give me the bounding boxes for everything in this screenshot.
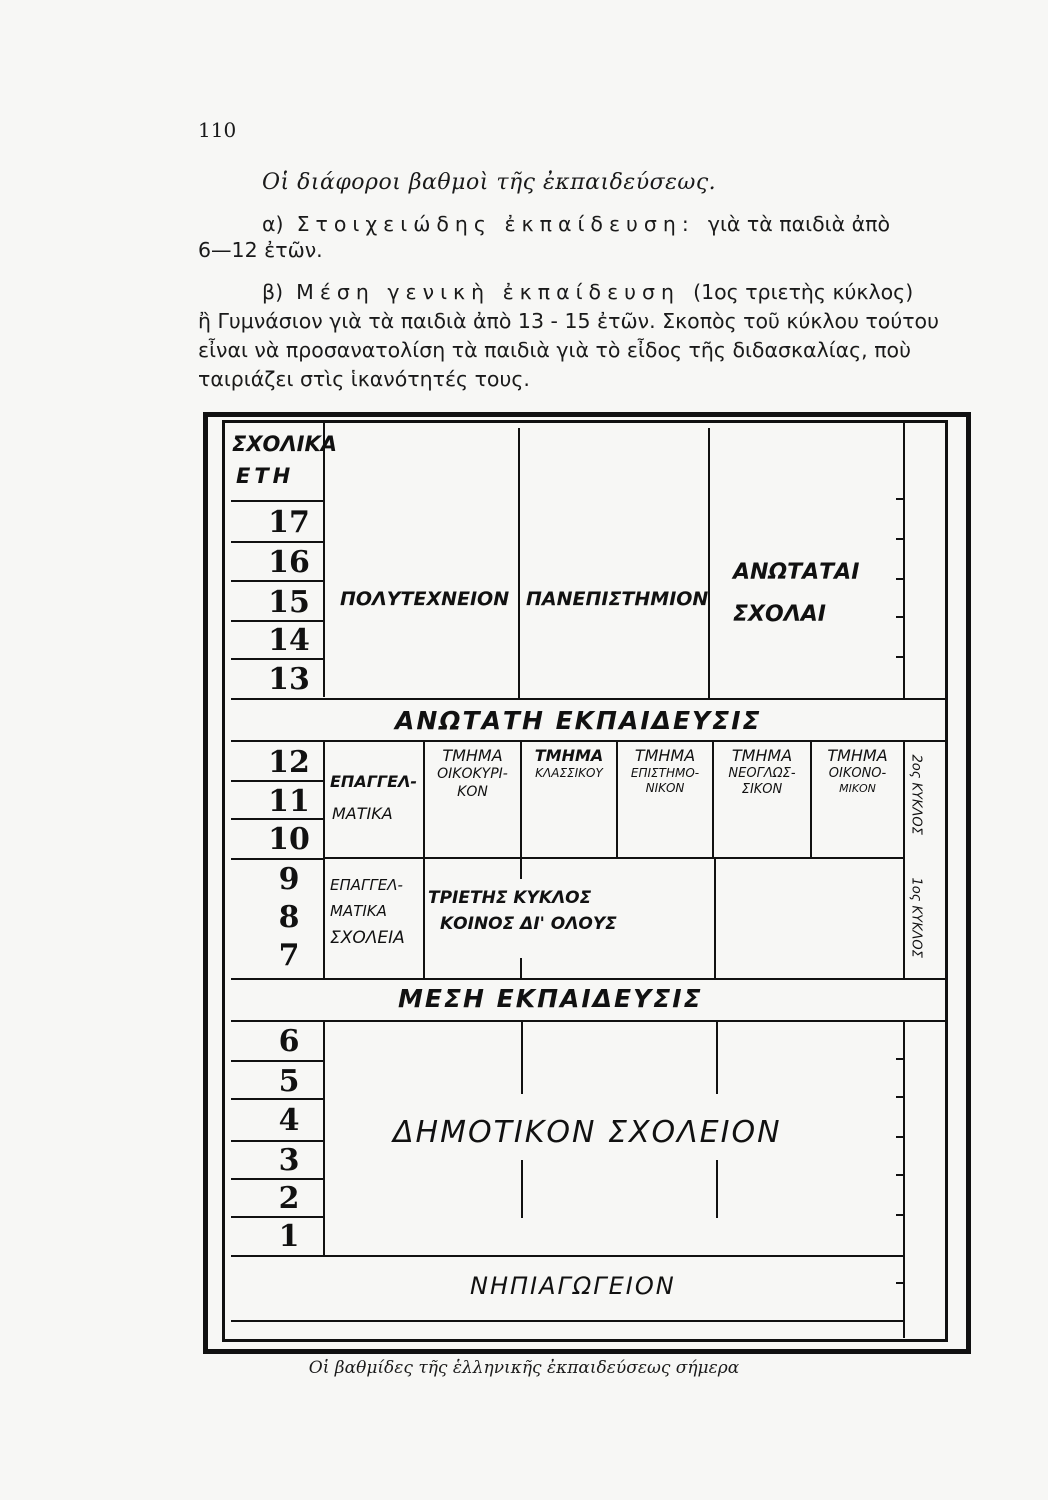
first-cycle-label: 1ος ΚΥΚΛΟΣ: [908, 877, 924, 958]
department-cell: [522, 746, 616, 781]
higher-schools-line-2: ΣΧΟΛΑΙ: [733, 602, 826, 627]
section-heading: Οἱ διάφοροι βαθμοὶ τῆς ἐκπαιδεύσεως.: [262, 170, 717, 195]
years-column-divider-middle: [323, 742, 325, 978]
department-cell: [618, 746, 712, 796]
year-rule: [231, 1178, 325, 1180]
scale-tick: [896, 1136, 904, 1138]
higher-band-bottom-rule: [231, 740, 946, 742]
year-number: 16: [268, 545, 310, 580]
paragraph-a-line-2: 6—12 ἐτῶν.: [198, 238, 323, 262]
department-name: ΝΕΟΓΛΩΣ-: [728, 766, 796, 781]
year-rule: [231, 541, 325, 543]
paragraph-a-line-1: [262, 212, 890, 236]
primary-school-label: ΔΗΜΟΤΙΚΟΝ ΣΧΟΛΕΙΟΝ: [393, 1115, 782, 1150]
department-name: ΟΙΚΟΝΟ-: [828, 766, 887, 781]
years-column-divider-bottom: [323, 1020, 325, 1255]
scale-tick: [896, 1058, 904, 1060]
department-name: ΟΙΚΟΚΥΡΙ-: [437, 766, 508, 782]
scale-tick: [896, 578, 904, 580]
higher-education-band: ΑΝΩΤΑΤΗ ΕΚΠΑΙΔΕΥΣΙΣ: [395, 706, 762, 735]
year-rule: [231, 1060, 325, 1062]
year-number: 2: [278, 1181, 300, 1216]
department-title: ΤΜΗΜΑ: [634, 746, 696, 765]
vocational-upper-line-2: ΜΑΤΙΚΑ: [332, 804, 393, 823]
kindergarten-bottom-rule: [231, 1320, 903, 1322]
vocational-lower-line-3: ΣΧΟΛΕΙΑ: [330, 928, 405, 948]
year-number: 4: [278, 1103, 300, 1138]
department-name: ΚΟΝ: [457, 783, 488, 800]
department-name: ΝΙΚΟΝ: [645, 781, 685, 795]
years-header-line-1: ΣΧΟΛΙΚΑ: [232, 432, 337, 456]
primary-scale-line: [903, 1022, 905, 1338]
paragraph-b-line-4: ταιριάζει στὶς ἱκανότητές τους.: [198, 367, 530, 391]
year-number: 8: [278, 900, 300, 935]
years-header-rule: [231, 500, 325, 502]
scale-tick: [896, 538, 904, 540]
university-label: ΠΑΝΕΠΙΣΤΗΜΙΟΝ: [526, 588, 709, 610]
vocational-upper-line-1: ΕΠΑΓΓΕΛ-: [330, 772, 418, 791]
cycle-separator: [325, 857, 905, 859]
secondary-band-bottom-rule: [231, 1020, 946, 1022]
paragraph-b-marker: β): [262, 280, 284, 304]
year-rule: [231, 658, 325, 660]
department-name: ΜΙΚΟΝ: [839, 782, 876, 796]
scale-tick: [896, 616, 904, 618]
second-cycle-label: 2ος ΚΥΚΛΟΣ: [908, 754, 924, 835]
years-column-divider-top: [323, 423, 325, 697]
paragraph-a-marker: α): [262, 212, 284, 236]
year-number: 13: [268, 662, 310, 697]
primary-tick: [521, 1160, 523, 1218]
higher-divider: [518, 428, 520, 698]
year-number: 12: [268, 745, 310, 780]
kindergarten-top-rule: [231, 1255, 903, 1257]
secondary-education-band: ΜΕΣΗ ΕΚΠΑΙΔΕΥΣΙΣ: [398, 984, 703, 1013]
cycle-scale-line: [903, 742, 905, 978]
common-cycle-line-1: ΤΡΙΕΤΗΣ ΚΥΚΛΟΣ: [428, 888, 592, 908]
year-number: 1: [278, 1219, 300, 1254]
scale-tick: [896, 1214, 904, 1216]
cycle-tick: [520, 958, 522, 978]
higher-divider: [708, 428, 710, 698]
paragraph-b-line-3: εἶναι νὰ προσανατολίση τὰ παιδιὰ γιὰ τὸ εἶδος τῆς διδασκαλίας, ποὺ: [198, 338, 911, 362]
year-number: 9: [278, 862, 300, 897]
page-number: 110: [198, 118, 237, 142]
department-title: ΤΜΗΜΑ: [442, 746, 503, 765]
department-title: ΤΜΗΜΑ: [731, 746, 793, 765]
year-rule: [231, 858, 325, 860]
scale-tick: [896, 1174, 904, 1176]
primary-tick: [716, 1022, 718, 1094]
year-number: 17: [268, 505, 310, 540]
department-cell: [812, 746, 903, 796]
department-name: ΕΠΙΣΤΗΜΟ-: [630, 766, 700, 780]
paragraph-b-rest: (1ος τριετὴς κύκλος): [693, 280, 914, 304]
department-name: ΚΛΑΣΣΙΚΟΥ: [535, 766, 603, 780]
year-number: 7: [278, 938, 300, 973]
department-title: ΤΜΗΜΑ: [827, 746, 888, 765]
department-cell: [425, 746, 520, 801]
vocational-lower-line-1: ΕΠΑΓΓΕΛ-: [330, 876, 403, 894]
primary-tick: [716, 1160, 718, 1218]
year-number: 3: [278, 1143, 300, 1178]
scale-tick: [896, 498, 904, 500]
year-number: 10: [268, 822, 310, 857]
common-cycle-line-2: ΚΟΙΝΟΣ ΔΙ' ΟΛΟΥΣ: [440, 914, 617, 934]
department-cell: [714, 746, 810, 799]
year-rule: [231, 620, 325, 622]
department-title: ΤΜΗΜΑ: [534, 746, 604, 765]
vocational-lower-line-2: ΜΑΤΙΚΑ: [330, 902, 387, 920]
department-name: ΣΙΚΟΝ: [741, 782, 783, 798]
scale-tick: [896, 1096, 904, 1098]
figure-caption: Οἱ βαθμίδες τῆς ἑλληνικῆς ἐκπαιδεύσεως σήμερα: [308, 1358, 740, 1378]
polytechnic-label: ΠΟΛΥΤΕΧΝΕΙΟΝ: [340, 588, 510, 610]
scale-tick: [896, 656, 904, 658]
cycle-tick: [520, 857, 522, 879]
primary-tick: [521, 1022, 523, 1094]
year-number: 14: [268, 623, 310, 658]
cycle-divider: [714, 857, 716, 978]
kindergarten-label: ΝΗΠΙΑΓΩΓΕΙΟΝ: [470, 1272, 676, 1300]
higher-schools-line-1: ΑΝΩΤΑΤΑΙ: [733, 560, 860, 585]
year-number: 11: [268, 784, 310, 819]
paragraph-a-term: Στοιχειώδης ἐκπαίδευση:: [296, 212, 695, 236]
year-rule: [231, 1216, 325, 1218]
years-header-line-2: ΕΤΗ: [236, 464, 295, 488]
paragraph-b-line-2: ἢ Γυμνάσιον γιὰ τὰ παιδιὰ ἀπὸ 13 - 15 ἐτῶν. Σκοπὸς τοῦ κύκλου τούτου: [198, 309, 939, 333]
higher-band-top-rule: [231, 698, 946, 700]
year-rule: [231, 780, 325, 782]
year-number: 15: [268, 585, 310, 620]
scale-tick: [896, 1282, 904, 1284]
year-number: 5: [278, 1064, 300, 1099]
year-number: 6: [278, 1024, 300, 1059]
paragraph-b-term: Μέση γενικὴ ἐκπαίδευση: [296, 280, 681, 304]
secondary-band-top-rule: [231, 978, 946, 980]
paragraph-a-text: γιὰ τὰ παιδιὰ ἀπὸ: [707, 212, 890, 236]
year-rule: [231, 1140, 325, 1142]
paragraph-b-line-1: [262, 280, 913, 304]
year-rule: [231, 580, 325, 582]
